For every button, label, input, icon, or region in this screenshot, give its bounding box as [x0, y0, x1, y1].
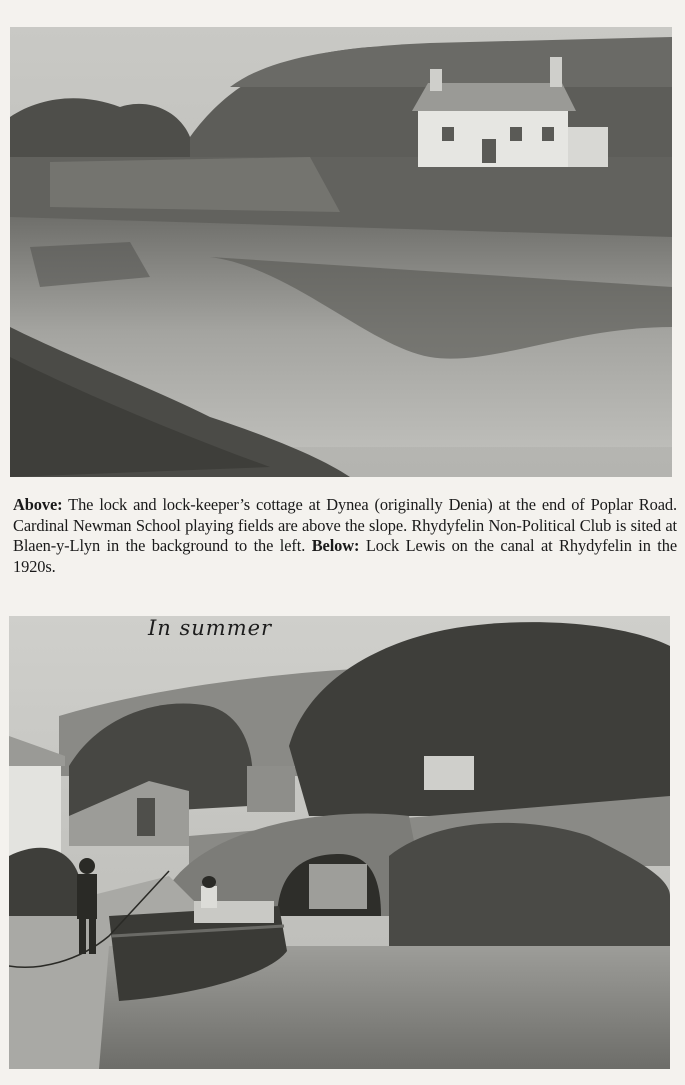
photo-caption [13, 495, 677, 577]
caption-above-label: Above: [13, 495, 63, 514]
caption-below-text: Lock Lewis on the canal at Rhydyfelin in the 1920s. [13, 536, 677, 576]
caption-above-text: The lock and lock-keeper’s cottage at Dynea (originally Denia) at the end of Poplar Road. Cardinal Newman School playing fields are above the slope. Rhydyfelin Non-Political Club is sited at Blaen-y-Llyn in the background to the left. [13, 495, 677, 555]
photo-canal-barge [9, 616, 670, 1069]
caption-below-label: Below: [311, 536, 360, 555]
handwritten-annotation: In summer [148, 616, 273, 640]
photo-lock-keepers-cottage [10, 27, 672, 477]
